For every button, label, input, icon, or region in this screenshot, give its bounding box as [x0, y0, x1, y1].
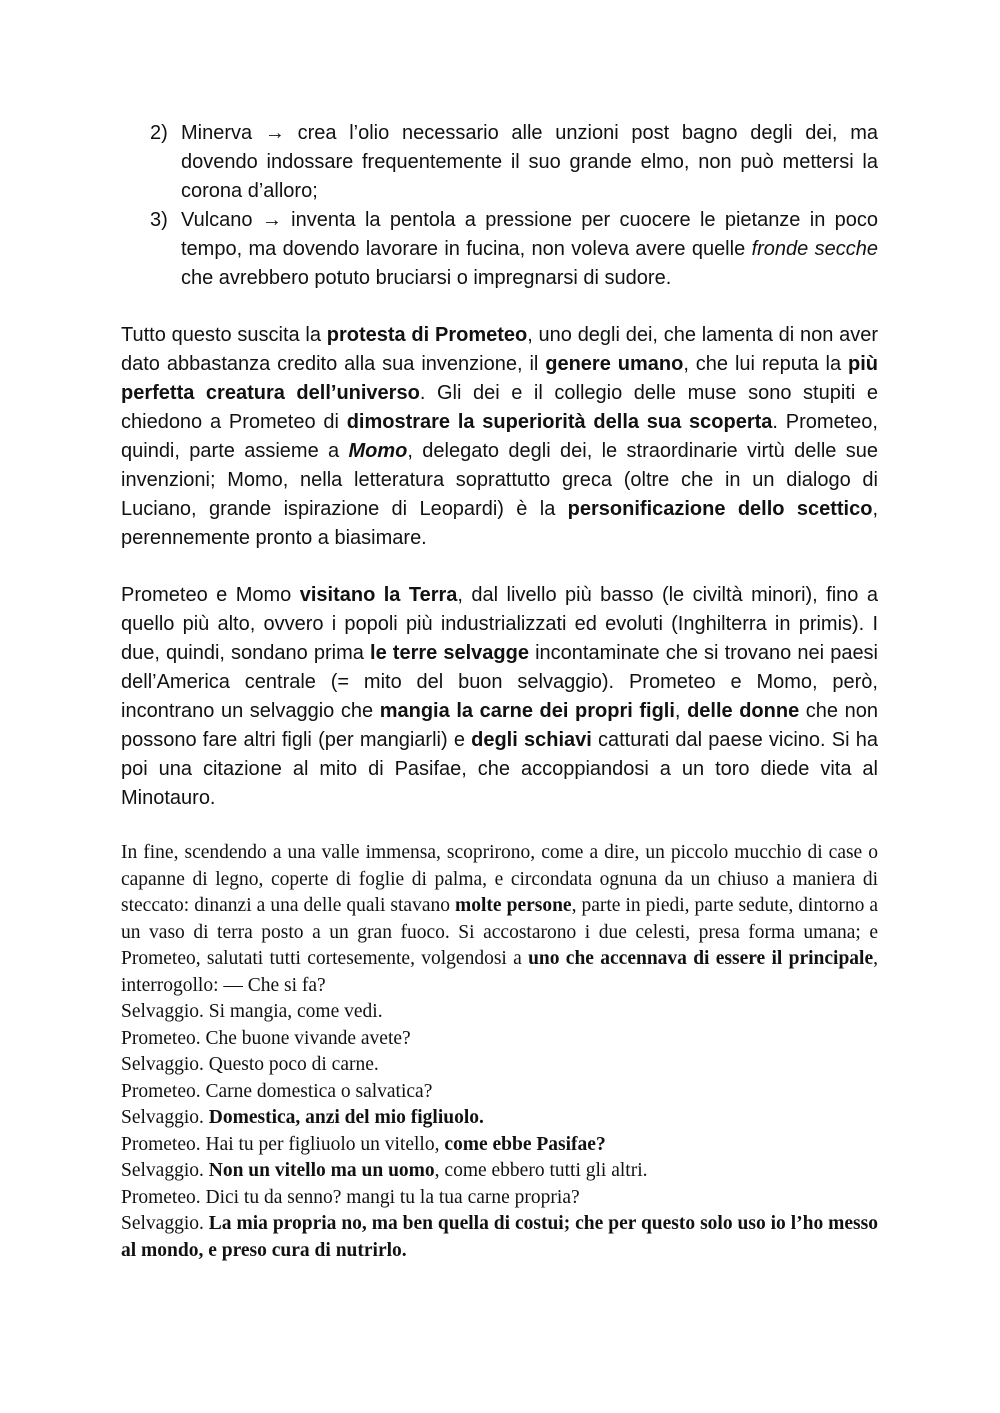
list-text	[181, 119, 878, 206]
list-item	[150, 206, 878, 293]
text-segment: Prometeo. Dici tu da senno? mangi tu la tua carne propria?	[121, 1186, 580, 1208]
text-segment: Selvaggio. Questo poco di carne.	[121, 1054, 379, 1075]
text-segment: . Prometeo, quindi, parte assieme a	[121, 411, 878, 462]
text-segment: che non possono fare altri figli (per mangiarli) e	[121, 700, 878, 751]
emphasis-text: degli schiavi	[471, 729, 592, 751]
excerpt-intro	[121, 840, 878, 999]
leopardi-excerpt	[121, 840, 878, 1264]
emphasis-text: le terre selvagge	[370, 642, 529, 664]
text-segment: Selvaggio. Si mangia, come vedi.	[121, 1001, 383, 1022]
text-segment: In fine, scendendo a una valle immensa, scoprirono, come a dire, un piccolo mucchio di case o capanne di legno, coperte di foglie di palma, e circondata ognuna da un chiuso a maniera di steccato: dinanzi a una delle quali stavano	[121, 842, 878, 916]
text-segment: Prometeo. Carne domestica o salvatica?	[121, 1080, 433, 1102]
dialogue-line	[121, 1185, 878, 1212]
text-segment: Prometeo. Che buone vivande avete?	[121, 1027, 411, 1049]
dialogue-line	[121, 999, 878, 1026]
text-segment: Prometeo. Hai tu per figliuolo un vitello,	[121, 1133, 445, 1155]
text-segment: , come ebbero tutti gli altri.	[434, 1160, 648, 1181]
dialogue-line	[121, 1158, 878, 1185]
text-segment: Prometeo e Momo	[121, 584, 300, 606]
text-segment: incontaminate che si trovano nei paesi dell’America centrale (= mito del buon selvaggio). Prometeo e Momo, però, incontrano un selvaggio che	[121, 642, 879, 722]
emphasis-text: Momo	[348, 440, 408, 462]
emphasis-text: come ebbe Pasifae?	[444, 1133, 606, 1155]
emphasis-text: più perfetta creatura dell’universo	[121, 353, 878, 404]
text-segment: , che lui reputa la	[683, 353, 848, 375]
emphasis-text: Non un vitello ma un uomo	[208, 1160, 435, 1181]
text-segment: , uno degli dei, che lamenta di non aver dato abbastanza credito alla sua invenzione, il	[121, 324, 879, 375]
italic-text: fronde secche	[751, 238, 878, 260]
text-segment: , parte in piedi, parte sedute, dintorno a un vaso di terra posto a un gran fuoco. Si accostarono i due celesti, presa forma umana; e Prometeo, salutati tutti cortesemente, volgendosi a	[121, 895, 879, 969]
emphasis-text: delle donne	[687, 700, 800, 722]
text-segment: . Gli dei e il collegio delle muse sono stupiti e chiedono a Prometeo di	[121, 382, 878, 433]
text-segment: , delegato degli dei, le straordinarie virtù delle sue invenzioni; Momo, nella letteratura soprattutto greca (oltre che in un dialogo di Luciano, grande ispirazione di Leopardi) è la	[121, 440, 879, 520]
paragraph-visit-earth	[121, 581, 878, 813]
list-number: 2)	[150, 122, 168, 144]
text-segment: Minerva → crea l’olio necessario alle unzioni post bagno degli dei, ma dovendo indossare frequentemente il suo grande elmo, non può mettersi la corona d’alloro;	[181, 122, 878, 202]
emphasis-text: Domestica, anzi del mio figliuolo.	[208, 1107, 484, 1128]
text-segment: , dal livello più basso (le civiltà minori), fino a quello più alto, ovvero i popoli più industrializzati ed evoluti (Inghilterra in primis). I due, quindi, sondano prima	[121, 584, 878, 664]
emphasis-text: protesta di Prometeo	[326, 324, 528, 346]
emphasis-text: dimostrare la superiorità della sua scoperta	[346, 411, 773, 433]
emphasis-text: La mia propria no, ma ben quella di costui; che per questo solo uso io l’ho messo al mondo, e preso cura di nutrirlo.	[121, 1213, 878, 1261]
dialogue-line	[121, 1052, 878, 1079]
dialogue-line	[121, 1132, 878, 1159]
text-segment: , perennemente pronto a biasimare.	[121, 498, 878, 549]
numbered-list	[150, 119, 878, 293]
dialogue-line	[121, 1105, 878, 1132]
text-segment: , interrogollo: — Che si fa?	[121, 948, 878, 996]
dialogue-line	[121, 1211, 878, 1264]
text-segment: Vulcano → inventa la pentola a pressione per cuocere le pietanze in poco tempo, ma dovendo lavorare in fucina, non voleva avere quelle	[181, 209, 878, 260]
list-item	[150, 119, 878, 206]
paragraph-prometeo-protest	[121, 321, 878, 553]
text-segment: Tutto questo suscita la	[121, 324, 327, 346]
emphasis-text: genere umano	[545, 353, 684, 375]
text-segment: Selvaggio.	[121, 1107, 209, 1128]
emphasis-text: uno che accennava di essere il principale	[528, 948, 874, 969]
emphasis-text: mangia la carne dei propri figli	[379, 700, 675, 722]
emphasis-text: molte persone	[455, 895, 572, 916]
text-segment: catturati dal paese vicino. Si ha poi una citazione al mito di Pasifae, che accoppiandosi a un toro diede vita al Minotauro.	[121, 729, 878, 809]
text-segment: ,	[674, 700, 688, 722]
dialogue-line	[121, 1079, 878, 1106]
text-segment: Selvaggio.	[121, 1160, 209, 1181]
dialogue-line	[121, 1026, 878, 1053]
list-number: 3)	[150, 209, 168, 231]
emphasis-text: visitano la Terra	[299, 584, 458, 606]
list-text	[181, 206, 878, 293]
emphasis-text: personificazione dello scettico	[567, 498, 873, 520]
text-segment: che avrebbero potuto bruciarsi o impregnarsi di sudore.	[181, 267, 672, 289]
text-segment: Selvaggio.	[121, 1213, 209, 1234]
